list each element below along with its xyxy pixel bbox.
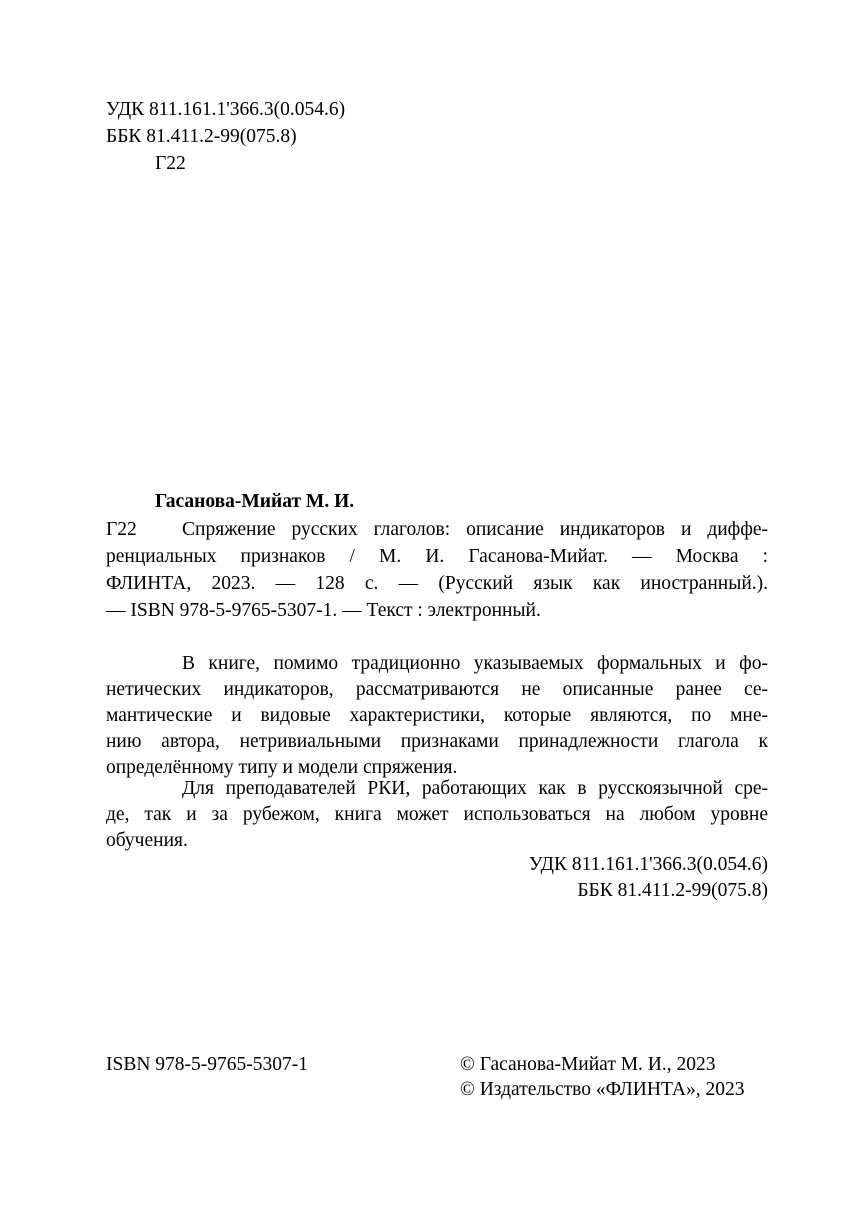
annotation-p1-line-2: нетических индикаторов, рассматриваются не описанные ранее се-: [106, 679, 768, 700]
header-author-sign: Г22: [155, 153, 186, 174]
header-bbk: ББК 81.411.2-99(075.8): [106, 126, 297, 147]
annotation-p1-line-3: мантические и видовые характеристики, которые являются, по мне-: [106, 705, 768, 726]
record-author: Гасанова-Мийат М. И.: [155, 491, 355, 512]
footer-copyright-author: © Гасанова-Мийат М. И., 2023: [460, 1054, 716, 1075]
record-line-2: ренциальных признаков / М. И. Гасанова-Мийат. — Москва :: [106, 546, 768, 567]
annotation-p1-line-4: нию автора, нетривиальными признаками принадлежности глагола к: [106, 731, 768, 752]
annotation-p2-line-2: де, так и за рубежом, книга может использоваться на любом уровне: [106, 804, 768, 825]
record-line-4: — ISBN 978-5-9765-5307-1. — Текст : электронный.: [106, 600, 541, 621]
annotation-p1-line-1: В книге, помимо традиционно указываемых формальных и фо-: [182, 653, 768, 674]
footer-copyright-publisher: © Издательство «ФЛИНТА», 2023: [460, 1079, 745, 1100]
header-udk: УДК 811.161.1'366.3(0.054.6): [106, 99, 346, 120]
annotation-udk: УДК 811.161.1'366.3(0.054.6): [528, 854, 768, 875]
annotation-bbk: ББК 81.411.2-99(075.8): [577, 880, 768, 901]
footer-isbn: ISBN 978-5-9765-5307-1: [106, 1054, 309, 1075]
record-author-sign: Г22: [106, 519, 137, 540]
record-line-1: Спряжение русских глаголов: описание индикаторов и диффе-: [182, 519, 768, 540]
annotation-p2-line-3: обучения.: [106, 830, 188, 851]
record-line-3: ФЛИНТА, 2023. — 128 с. — (Русский язык как иностранный.).: [106, 573, 768, 594]
annotation-p2-line-1: Для преподавателей РКИ, работающих как в русскоязычной сре-: [182, 778, 768, 799]
annotation-p1-line-5: определённому типу и модели спряжения.: [106, 757, 458, 778]
